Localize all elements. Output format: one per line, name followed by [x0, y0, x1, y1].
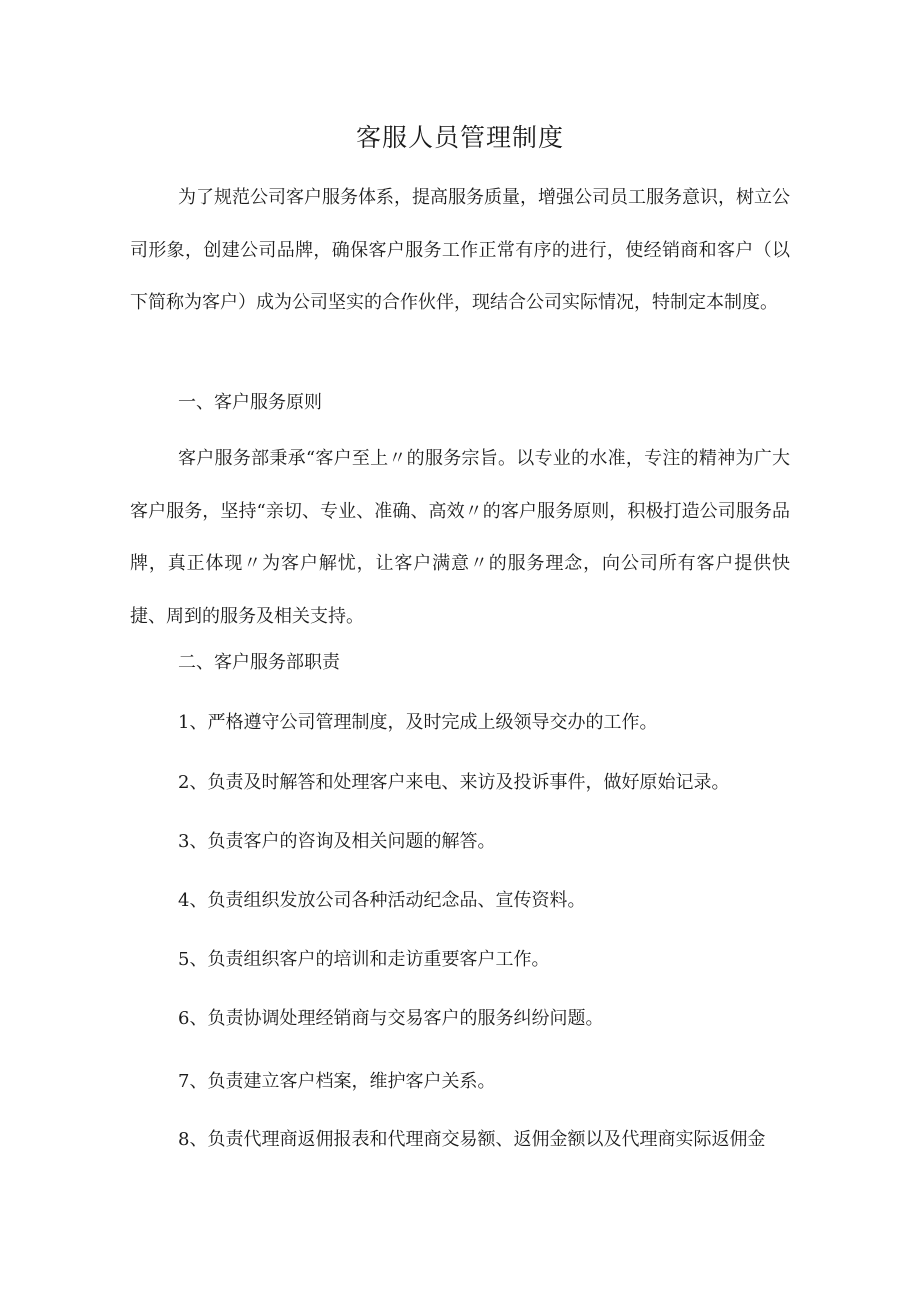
section-1-body: 客户服务部秉承“客户至上〃的服务宗旨。以专业的水准，专注的精神为广大客户服务，坚持“亲切、专业、准确、高效〃的客户服务原则，积极打造公司服务品牌，真正体现〃为客户解忧，让客户满意〃的服务理念，向公司所有客户提供快捷、周到的服务及相关支持。 — [130, 448, 790, 627]
intro-paragraph: 为了规范公司客户服务体系，提高服务质量，增强公司员工服务意识，树立公司形象，创建公司品牌，确保客户服务工作正常有序的进行，使经销商和客户（以下简称为客户）成为公司坚实的合作伙伴，现结合公司实际情况，特制定本制度。 — [130, 187, 790, 313]
duty-item-7: 7、负责建立客户档案，维护客户关系。 — [178, 1071, 496, 1092]
duty-item-5: 5、负责组织客户的培训和走访重要客户工作。 — [178, 949, 550, 970]
duty-item-3: 3、负责客户的咨询及相关问题的解答。 — [178, 831, 496, 852]
duty-item-1: 1、严格遵守公司管理制度，及时完成上级领导交办的工作。 — [178, 712, 658, 733]
section-1-heading: 一、客户服务原则 — [178, 392, 322, 413]
duty-item-8: 8、负责代理商返佣报表和代理商交易额、返佣金额以及代理商实际返佣金 — [178, 1129, 766, 1150]
duty-item-4: 4、负责组织发放公司各种活动纪念品、宣传资料。 — [178, 890, 586, 911]
duty-item-2: 2、负责及时解答和处理客户来电、来访及投诉事件，做好原始记录。 — [178, 772, 730, 793]
section-2-heading: 二、客户服务部职责 — [178, 652, 340, 673]
document-title: 客服人员管理制度 — [355, 123, 564, 152]
duty-item-6: 6、负责协调处理经销商与交易客户的服务纠纷问题。 — [178, 1008, 604, 1029]
